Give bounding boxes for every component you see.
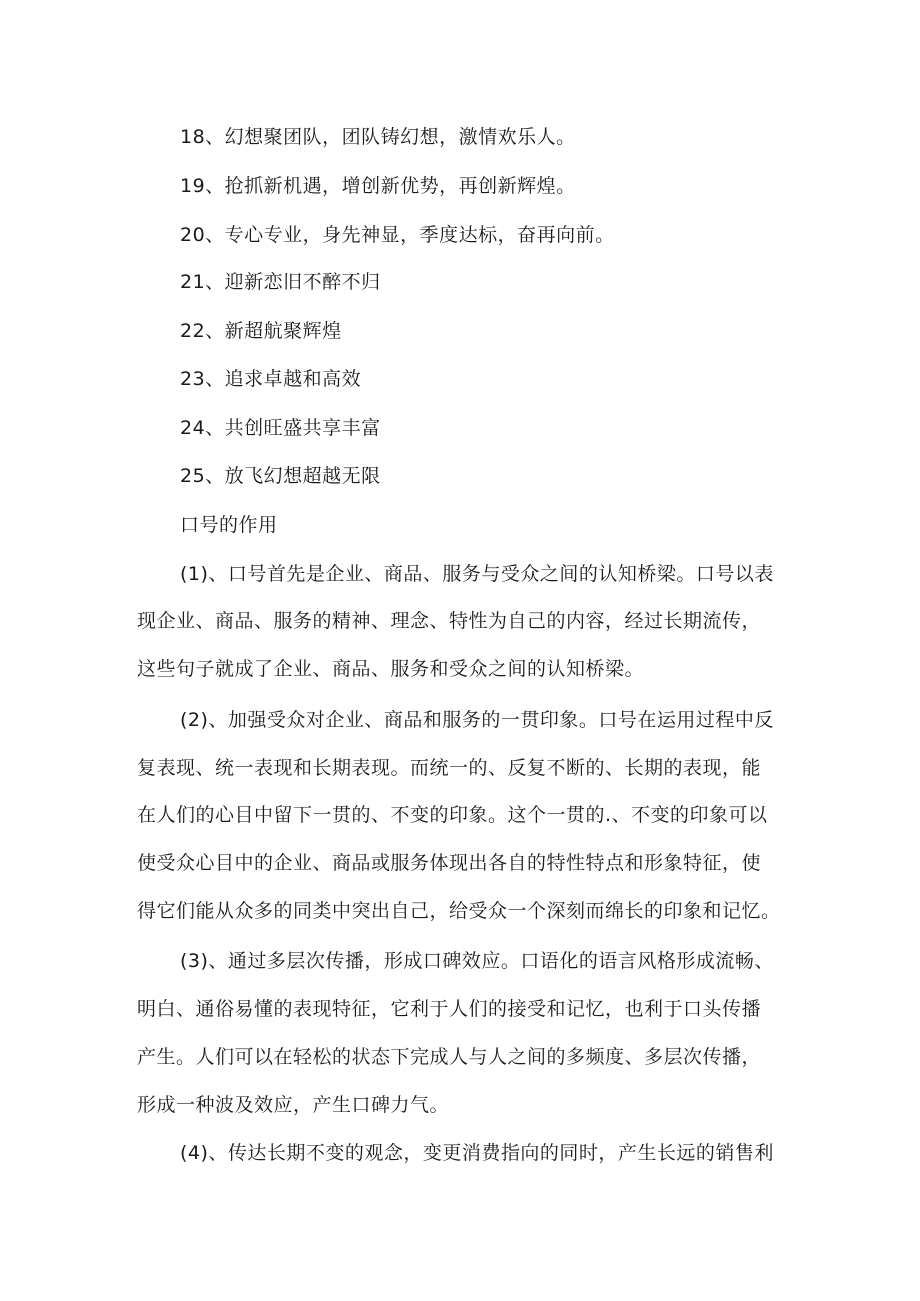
- paragraph-3-line-4: 形成一种波及效应，产生口碑力气。: [137, 1094, 450, 1116]
- paragraph-2-line-1: (2)、加强受众对企业、商品和服务的一贯印象。口号在运用过程中反: [180, 709, 774, 731]
- slogan-item-25: 25、放飞幻想超越无限: [180, 465, 381, 487]
- slogan-item-19: 19、抢抓新机遇，增创新优势，再创新辉煌。: [180, 175, 576, 197]
- slogan-item-22: 22、新超航聚辉煌: [180, 320, 342, 342]
- slogan-item-21: 21、迎新恋旧不醉不归: [180, 271, 381, 293]
- slogan-item-24: 24、共创旺盛共享丰富: [180, 417, 381, 439]
- slogan-item-20: 20、专心专业，身先神显，季度达标，奋再向前。: [180, 224, 615, 246]
- paragraph-3-line-3: 产生。人们可以在轻松的状态下完成人与人之间的多频度、多层次传播，: [137, 1046, 762, 1068]
- paragraph-2-line-2: 复表现、统一表现和长期表现。而统一的、反复不断的、长期的表现，能: [137, 757, 762, 779]
- paragraph-3-line-2: 明白、通俗易懂的表现特征，它利于人们的接受和记忆，也利于口头传播: [137, 998, 762, 1020]
- paragraph-2-line-3: 在人们的心目中留下一贯的、不变的印象。这个一贯的.、不变的印象可以: [137, 804, 768, 826]
- paragraph-1-line-2: 现企业、商品、服务的精神、理念、特性为自己的内容，经过长期流传，: [137, 610, 762, 632]
- paragraph-1-line-3: 这些句子就成了企业、商品、服务和受众之间的认知桥梁。: [137, 658, 645, 680]
- paragraph-2-line-4: 使受众心目中的企业、商品或服务体现出各自的特性特点和形象特征，使: [137, 852, 762, 874]
- paragraph-4-line-1: (4)、传达长期不变的观念，变更消费指向的同时，产生长远的销售利: [180, 1142, 774, 1164]
- paragraph-2-line-5: 得它们能从众多的同类中突出自己，给受众一个深刻而绵长的印象和记忆。: [137, 900, 781, 922]
- slogan-item-23: 23、追求卓越和高效: [180, 368, 362, 390]
- section-title: 口号的作用: [180, 514, 278, 536]
- paragraph-1-line-1: (1)、口号首先是企业、商品、服务与受众之间的认知桥梁。口号以表: [180, 563, 774, 585]
- slogan-item-18: 18、幻想聚团队，团队铸幻想，激情欢乐人。: [180, 126, 576, 148]
- paragraph-3-line-1: (3)、通过多层次传播，形成口碑效应。口语化的语言风格形成流畅、: [180, 950, 774, 972]
